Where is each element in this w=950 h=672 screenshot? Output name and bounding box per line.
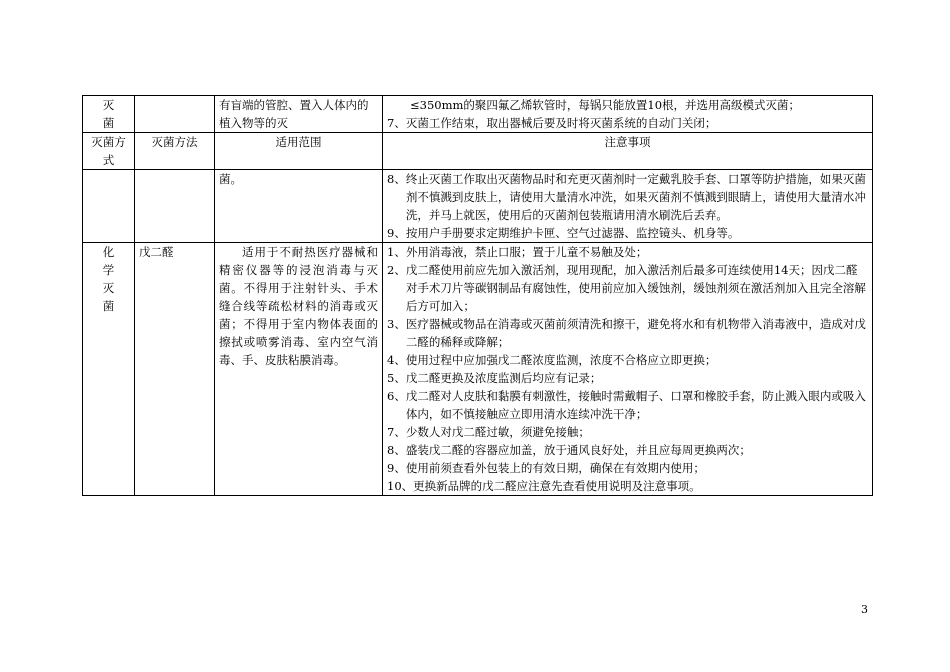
note-number: 1、 [387,245,406,259]
table-row [83,243,873,496]
notes-cell [383,170,873,243]
list-item [387,423,868,441]
list-item [387,387,868,423]
list-item [387,243,868,261]
method-char: 化 [102,245,115,259]
note-text: 少数人对戊二醛过敏，须避免接触； [405,425,590,439]
agent-cell [135,170,215,243]
list-item [387,170,868,224]
note-number: 7、 [387,425,406,439]
table-row [83,96,873,133]
note-number: 8、 [387,172,406,186]
list-item [387,351,868,369]
column-header: 灭菌方式 [83,133,135,170]
note-text: 戊二醛使用前应先加入激活剂，现用现配，加入激活剂后最多可连续使用14天；因戊二醛对手术刀片等碳钢制品有腐蚀性，使用前应加入缓蚀剂，缓蚀剂须在激活剂加入且完全溶解后方可加入； [405,263,866,313]
method-cell [83,170,135,243]
note-number: 3、 [387,317,406,331]
list-item [387,459,868,477]
notes-cell [383,243,873,496]
list-item [387,441,868,459]
note-number: 4、 [387,353,406,367]
method-cell [83,96,135,133]
method-char: 灭 [102,98,115,112]
note-text: 戊二醛对人皮肤和黏膜有刺激性，接触时需戴帽子、口罩和橡胶手套，防止溅入眼内或吸入体内，如不慎接触应立即用清水连续冲洗干净； [405,389,866,421]
method-char: 菌 [102,299,115,313]
note-text: 外用消毒液，禁止口服；置于儿童不易触及处； [405,245,648,259]
note-number: 6、 [387,389,406,403]
list-item [387,114,868,132]
list-item [387,315,868,351]
list-item [387,369,868,387]
note-text: 使用过程中应加强戊二醛浓度监测，浓度不合格应立即更换； [405,353,717,367]
scope-cell [215,170,383,243]
list-item [387,261,868,315]
note-number: 10、 [387,479,414,493]
note-number: 9、 [387,461,406,475]
agent-cell [135,96,215,133]
agent-cell [135,243,215,496]
note-text: 按用户手册要求定期维护卡匣、空气过滤器、监控镜头、机身等。 [405,226,740,240]
scope-cell [215,96,383,133]
scope-text: 菌。 [219,172,242,186]
note-text: 终止灭菌工作取出灭菌物品时和充更灭菌剂时一定戴乳胶手套、口罩等防护措施，如果灭菌剂不慎溅到皮肤上，请使用大量清水冲洗，如果灭菌剂不慎溅到眼睛上，请使用大量清水冲洗，并马上就医，使用后的灭菌剂包装瓶请用清水刷洗后丢弃。 [405,172,866,222]
column-header: 适用范围 [215,133,383,170]
note-text: 更换新品牌的戊二醛应注意先查看使用说明及注意事项。 [413,479,701,493]
note-text: 灭菌工作结束，取出器械后要及时将灭菌系统的自动门关闭； [405,116,717,130]
note-text: 盛装戊二醛的容器应加盖，放于通风良好处，并且应每周更换两次； [405,443,751,457]
column-header: 灭菌方法 [135,133,215,170]
list-item [387,96,868,114]
table-row [83,170,873,243]
scope-text: 适用于不耐热医疗器械和精密仪器等的浸泡消毒与灭菌。不得用于注射针头、手术缝合线等疏松材料的消毒或灭菌；不得用于室内物体表面的擦拭或喷雾消毒、室内空气消毒、手、皮肤粘膜消毒。 [219,245,378,367]
list-item [387,224,868,242]
note-number: 5、 [387,371,406,385]
method-char: 学 [102,263,115,277]
note-text: 使用前须查看外包装上的有效日期，确保在有效期内使用； [405,461,705,475]
column-header: 注意事项 [383,133,873,170]
method-char: 灭 [102,281,115,295]
agent-name: 戊二醛 [139,245,174,259]
list-item [387,477,868,495]
note-number: 9、 [387,226,406,240]
method-char: 菌 [102,116,115,130]
scope-cell [215,243,383,496]
note-text: ≤350mm的聚四氟乙烯软管时，每锅只能放置10根，并选用高级模式灭菌； [410,98,801,112]
method-cell [83,243,135,496]
note-text: 戊二醛更换及浓度监测后均应有记录； [405,371,602,385]
scope-text: 有盲端的管腔、置入人体内的植入物等的灭 [219,98,369,130]
header-row [83,133,873,170]
note-number: 8、 [387,443,406,457]
page-number: 3 [861,603,868,616]
note-number: 2、 [387,263,406,277]
note-text: 医疗器械或物品在消毒或灭菌前须清洗和擦干，避免将水和有机物带入消毒液中，造成对戊二醛的稀释或降解； [405,317,866,349]
note-number: 7、 [387,116,406,130]
notes-cell [383,96,873,133]
sterilization-table [82,95,873,496]
